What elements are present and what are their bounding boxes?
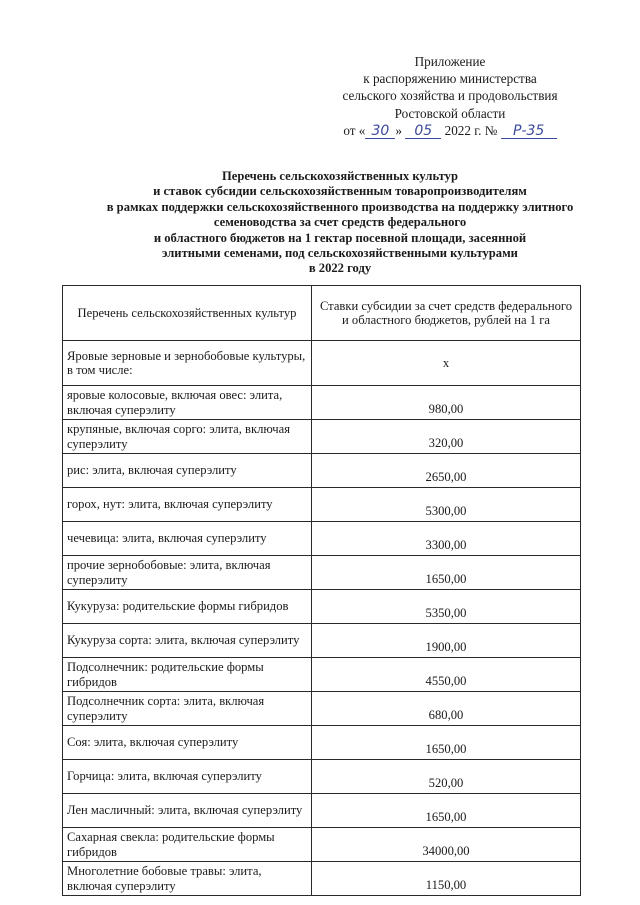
crop-cell: Подсолнечник: родительские формы гибридов <box>63 658 312 692</box>
crop-cell: рис: элита, включая суперэлиту <box>63 454 312 488</box>
crop-column-header: Перечень сельскохозяйственных культур <box>63 286 312 341</box>
rate-column-header: Ставки субсидии за счет средств федерального и областного бюджетов, рублей на 1 га <box>312 286 581 341</box>
title-line: элитными семенами, под сельскохозяйственными культурами <box>162 246 518 261</box>
crop-cell: Горчица: элита, включая суперэлиту <box>63 760 312 794</box>
title-line: Перечень сельскохозяйственных культур <box>222 169 458 183</box>
handwritten-month: 05 <box>405 124 441 139</box>
region-name: Ростовской области <box>394 105 506 121</box>
table-row <box>63 590 581 624</box>
table-row <box>63 522 581 556</box>
appendix-label: Приложение <box>414 54 486 69</box>
crop-cell: Многолетние бобовые травы: элита, включая суперэлиту <box>63 862 312 896</box>
title-line: в 2022 году <box>308 261 372 276</box>
table-row <box>63 828 581 862</box>
crop-cell: Лен масличный: элита, включая суперэлиту <box>63 794 312 828</box>
rate-cell: 320,00 <box>312 420 581 454</box>
rate-cell: х <box>312 341 581 386</box>
handwritten-day: 30 <box>365 124 395 139</box>
crop-cell: крупяные, включая сорго: элита, включая суперэлиту <box>63 420 312 454</box>
table-row <box>63 454 581 488</box>
title-line: в рамках поддержки сельскохозяйственного производства на поддержку элитного <box>106 199 574 214</box>
table-row <box>63 794 581 828</box>
rate-cell: 980,00 <box>312 386 581 420</box>
crop-cell: прочие зернобобовые: элита, включая суперэлиту <box>63 556 312 590</box>
table-row <box>63 386 581 420</box>
date-mid: » <box>395 122 402 138</box>
rate-cell: 680,00 <box>312 692 581 726</box>
rate-cell: 1650,00 <box>312 794 581 828</box>
title-line: семеноводства за счет средств федерального <box>213 215 467 230</box>
table-row <box>63 658 581 692</box>
table-header-row <box>63 286 581 341</box>
crop-cell: Кукуруза сорта: элита, включая суперэлиту <box>63 624 312 658</box>
rate-cell: 2650,00 <box>312 454 581 488</box>
table-row <box>63 341 581 386</box>
table-row <box>63 862 581 896</box>
rate-cell: 520,00 <box>312 760 581 794</box>
table-row <box>63 624 581 658</box>
rate-cell: 1900,00 <box>312 624 581 658</box>
crop-cell: Яровые зерновые и зернобобовые культуры, в том числе: <box>63 341 312 386</box>
appendix-header <box>300 53 600 139</box>
crop-cell: чечевица: элита, включая суперэлиту <box>63 522 312 556</box>
table-row <box>63 760 581 794</box>
table-row <box>63 726 581 760</box>
rate-cell: 34000,00 <box>312 828 581 862</box>
order-date-line <box>300 122 600 139</box>
rate-cell: 1650,00 <box>312 726 581 760</box>
crop-cell: Сахарная свекла: родительские формы гибридов <box>63 828 312 862</box>
crop-cell: Соя: элита, включая суперэлиту <box>63 726 312 760</box>
date-prefix: от « <box>343 122 366 138</box>
table-row <box>63 488 581 522</box>
table-row <box>63 420 581 454</box>
table-row <box>63 692 581 726</box>
title-line: и областного бюджетов на 1 гектар посевной площади, засеянной <box>153 230 527 245</box>
subsidy-rates-table <box>62 285 581 896</box>
handwritten-order-number: Р-35 <box>501 124 557 139</box>
rate-cell: 4550,00 <box>312 658 581 692</box>
ministry-name: сельского хозяйства и продовольствия <box>342 88 558 104</box>
document-title <box>40 169 640 277</box>
crop-cell: горох, нут: элита, включая суперэлиту <box>63 488 312 522</box>
crop-cell: Кукуруза: родительские формы гибридов <box>63 590 312 624</box>
order-reference: к распоряжению министерства <box>363 71 537 87</box>
rate-cell: 5350,00 <box>312 590 581 624</box>
title-line: и ставок субсидии сельскохозяйственным товаропроизводителям <box>153 184 527 199</box>
rate-cell: 3300,00 <box>312 522 581 556</box>
table-row <box>63 556 581 590</box>
year-number-label: 2022 г. № <box>444 122 498 138</box>
crop-cell: Подсолнечник сорта: элита, включая суперэлиту <box>63 692 312 726</box>
rate-cell: 5300,00 <box>312 488 581 522</box>
rate-cell: 1650,00 <box>312 556 581 590</box>
rate-cell: 1150,00 <box>312 862 581 896</box>
crop-cell: яровые колосовые, включая овес: элита, включая суперэлиту <box>63 386 312 420</box>
